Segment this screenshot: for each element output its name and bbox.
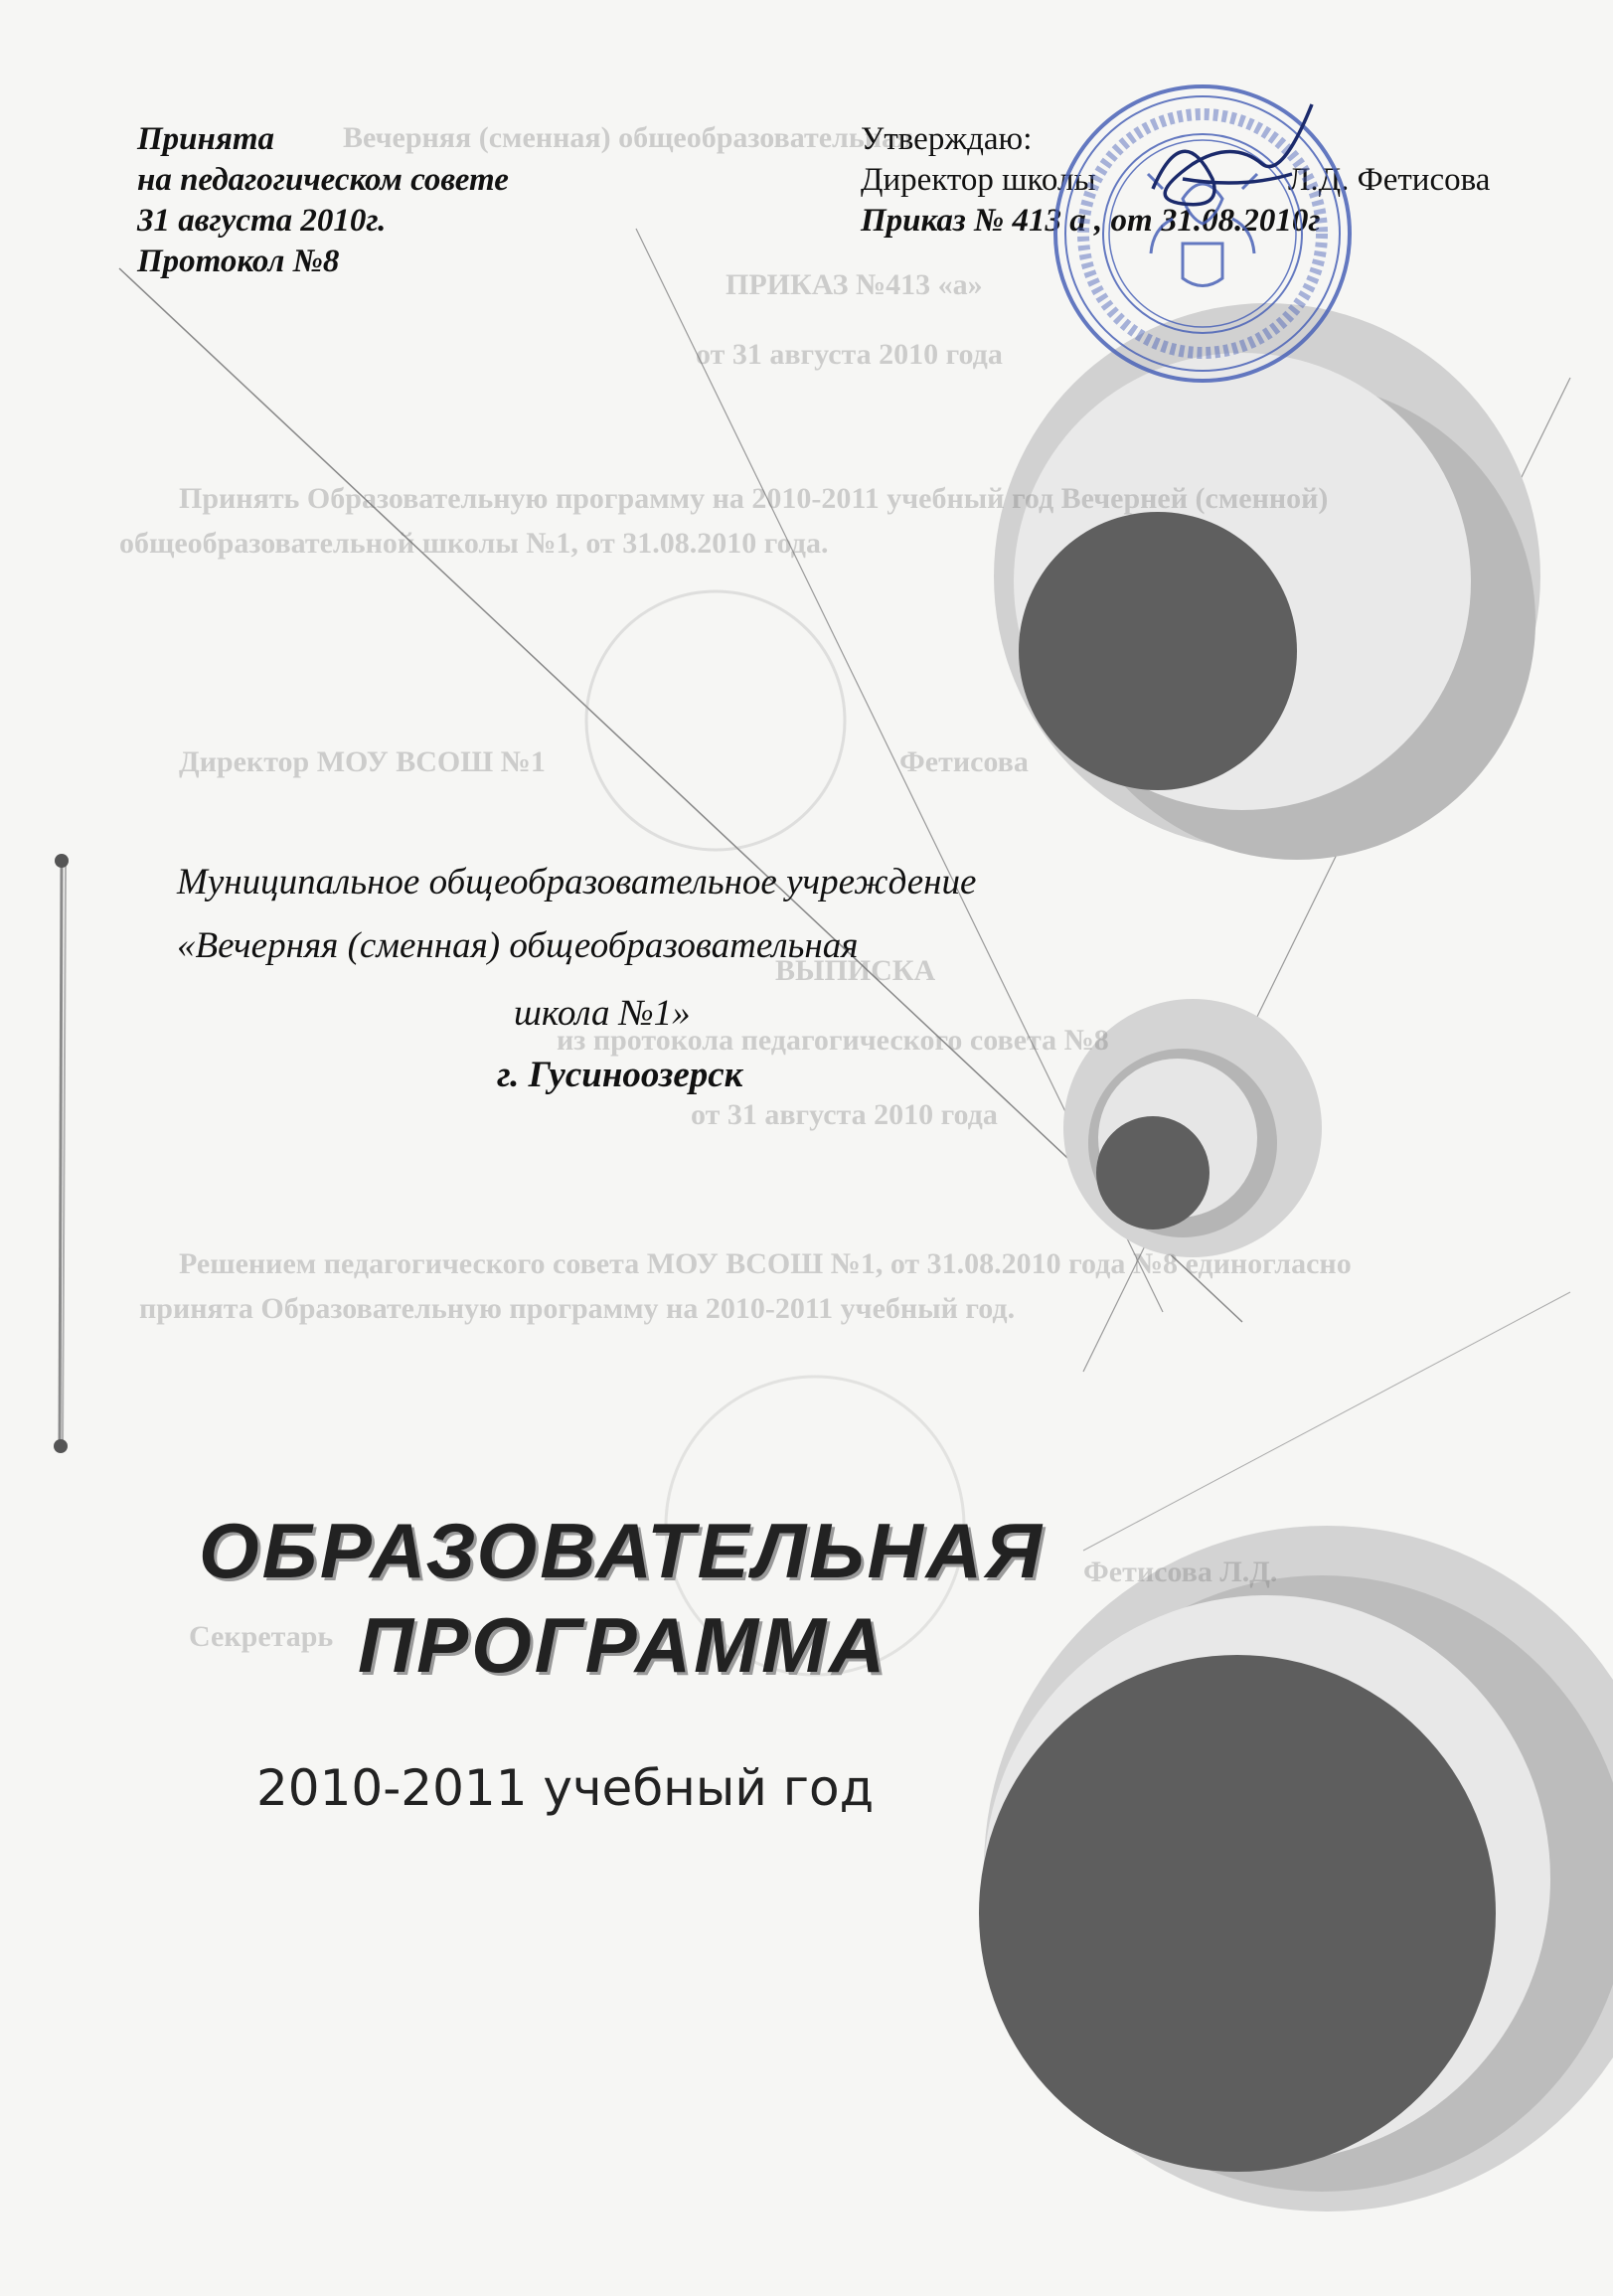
approval-title: Утверждаю: [861, 121, 1033, 157]
institution-line-1: Муниципальное общеобразовательное учреждение [177, 862, 977, 902]
institution-line-3: школа №1» [514, 993, 691, 1034]
showthrough-text: от 31 августа 2010 года [691, 1098, 998, 1131]
circle-dark [979, 1655, 1496, 2172]
approval-director-name: Л.Д. Фетисова [1288, 162, 1491, 198]
showthrough-text: из протокола педагогического совета №8 [557, 1024, 1109, 1057]
binding-hole [54, 1439, 68, 1453]
showthrough-text: Директор МОУ ВСОШ №1 [179, 745, 546, 778]
adoption-protocol: Протокол №8 [137, 244, 340, 279]
institution-line-2: «Вечерняя (сменная) общеобразовательная [177, 925, 859, 966]
circle-dark [1096, 1116, 1210, 1230]
program-title-line-1: ОБРАЗОВАТЕЛЬНАЯ [199, 1507, 1045, 1594]
showthrough-text: принята Образовательную программу на 2010-2011 учебный год. [139, 1292, 1016, 1325]
program-title-line-2: ПРОГРАММА [358, 1601, 888, 1689]
binding-thread [60, 861, 62, 1446]
circle-dark [1019, 512, 1297, 790]
showthrough-text: Решением педагогического совета МОУ ВСОШ №1, от 31.08.2010 года №8 единогласно [179, 1247, 1352, 1280]
showthrough-text: от 31 августа 2010 года [696, 338, 1003, 371]
diagonal-line [1083, 1292, 1570, 1551]
showthrough-text: ПРИКАЗ №413 «а» [726, 268, 983, 301]
showthrough-text: Принять Образовательную программу на 2010-2011 учебный год Вечерней (сменной) [179, 482, 1329, 515]
showthrough-text: общеобразовательной школы №1, от 31.08.2010 года. [119, 527, 829, 560]
showthrough-text: Вечерняя (сменная) общеобразовательная [343, 121, 913, 154]
academic-year: 2010-2011 учебный год [256, 1759, 875, 1817]
binding-thread [63, 861, 66, 1446]
adoption-date: 31 августа 2010г. [137, 203, 387, 239]
approval-director-label: Директор школы [861, 162, 1096, 198]
showthrough-text: ВЫПИСКА [775, 954, 936, 987]
showthrough-text: Фетисова [899, 745, 1029, 778]
institution-city: г. Гусиноозерск [497, 1055, 743, 1095]
showthrough-text: Секретарь [189, 1620, 334, 1653]
adoption-title: Принята [137, 121, 275, 157]
adoption-block [137, 119, 509, 282]
adoption-council: на педагогическом совете [137, 162, 509, 198]
faded-stamp-ring [586, 591, 845, 850]
approval-order: Приказ № 413 а , от 31.08.2010г [861, 203, 1321, 239]
showthrough-text: Фетисова Л.Д. [1083, 1556, 1278, 1588]
official-seal [1034, 70, 1371, 398]
binding-hole [55, 854, 69, 868]
